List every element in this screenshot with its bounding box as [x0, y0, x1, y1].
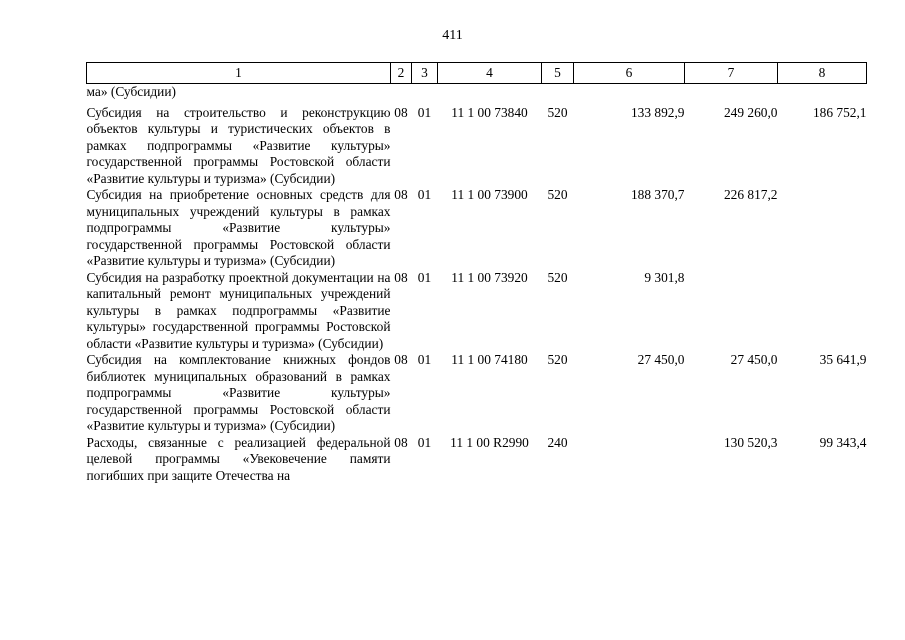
amount-col-6: 27 450,0: [637, 352, 685, 367]
target-article-code: [438, 84, 542, 105]
column-header-3: 3: [412, 63, 438, 84]
table-row: [87, 105, 867, 188]
amount-col-7: [685, 270, 778, 353]
amount-col-8: [778, 270, 867, 353]
amount-col-7: 130 520,3: [723, 434, 778, 450]
expense-type-code: [542, 84, 574, 105]
row-name: Субсидия на разработку проектной документации на капитальный ремонт муниципальных учреждений культуры в рамках подпрограммы «Развитие культуры» государственной программы Ростовской области «Развитие культуры и туризма» (Субсидии): [86, 269, 391, 351]
amount-col-8: 186 752,1: [812, 104, 867, 120]
row-name: ма» (Субсидии): [86, 84, 176, 99]
column-header-5: 5: [542, 63, 574, 84]
page-number: 411: [442, 28, 463, 43]
target-article-code: 11 1 00 73920: [451, 269, 528, 285]
column-header-2: 2: [391, 63, 412, 84]
row-name: Расходы, связанные с реализацией федеральной целевой программы «Увековечение памяти погибших при защите Отечества на: [86, 434, 391, 483]
subsection-code: 01: [417, 187, 432, 202]
amount-col-8: 35 641,9: [819, 352, 867, 367]
table-row: [87, 435, 867, 485]
target-article-code: 11 1 00 R2990: [450, 434, 529, 450]
subsection-code: [412, 84, 438, 105]
expense-type-code: 520: [547, 352, 568, 367]
expense-type-code: 520: [547, 269, 568, 285]
subsection-code: 01: [417, 269, 432, 285]
section-code: 08: [394, 269, 408, 285]
amount-col-6: 188 370,7: [630, 187, 685, 202]
section-code: [391, 84, 412, 105]
column-header-4: 4: [438, 63, 542, 84]
section-code: 08: [394, 104, 408, 120]
amount-col-6: 133 892,9: [630, 104, 685, 120]
column-header-6: 6: [574, 63, 685, 84]
amount-col-7: 226 817,2: [723, 187, 778, 202]
table-row: [87, 187, 867, 270]
table-row: [87, 84, 867, 105]
column-header-8: 8: [778, 63, 867, 84]
amount-col-6: 9 301,8: [644, 269, 685, 285]
target-article-code: 11 1 00 73840: [451, 104, 528, 120]
header-row: [87, 63, 867, 84]
amount-col-8: [778, 84, 867, 105]
row-name: Субсидия на строительство и реконструкцию объектов культуры и туристических объектов в рамках подпрограммы «Развитие культуры» государственной программы Ростовской области «Развитие культуры и туризма» (Субсидии): [86, 104, 391, 186]
section-code: 08: [394, 187, 408, 202]
amount-col-6: [574, 84, 685, 105]
subsection-code: 01: [417, 434, 432, 450]
amount-col-7: [685, 84, 778, 105]
row-name: Субсидия на приобретение основных средств для муниципальных учреждений культуры в рамках подпрограммы «Развитие культуры» государственной программы Ростовской области «Развитие культуры и туризма» (Субсидии): [86, 187, 391, 268]
amount-col-8: [778, 187, 867, 270]
expense-type-code: 520: [547, 104, 568, 120]
column-header-1: 1: [87, 63, 391, 84]
amount-col-8: 99 343,4: [819, 434, 867, 450]
budget-table: [86, 62, 867, 484]
expense-type-code: 240: [547, 434, 568, 450]
table-row: [87, 352, 867, 435]
amount-col-7: 249 260,0: [723, 104, 778, 120]
amount-col-6: [574, 435, 685, 485]
subsection-code: 01: [417, 352, 432, 367]
target-article-code: 11 1 00 74180: [451, 352, 528, 367]
row-name: Субсидия на комплектование книжных фондов библиотек муниципальных образований в рамках подпрограммы «Развитие культуры» государственной программы Ростовской области «Развитие культуры и туризма» (Субсидии): [86, 352, 391, 433]
section-code: 08: [394, 352, 408, 367]
subsection-code: 01: [417, 104, 432, 120]
amount-col-7: 27 450,0: [730, 352, 778, 367]
target-article-code: 11 1 00 73900: [451, 187, 528, 202]
column-header-7: 7: [685, 63, 778, 84]
table-row: [87, 270, 867, 353]
expense-type-code: 520: [547, 187, 568, 202]
section-code: 08: [394, 434, 408, 450]
